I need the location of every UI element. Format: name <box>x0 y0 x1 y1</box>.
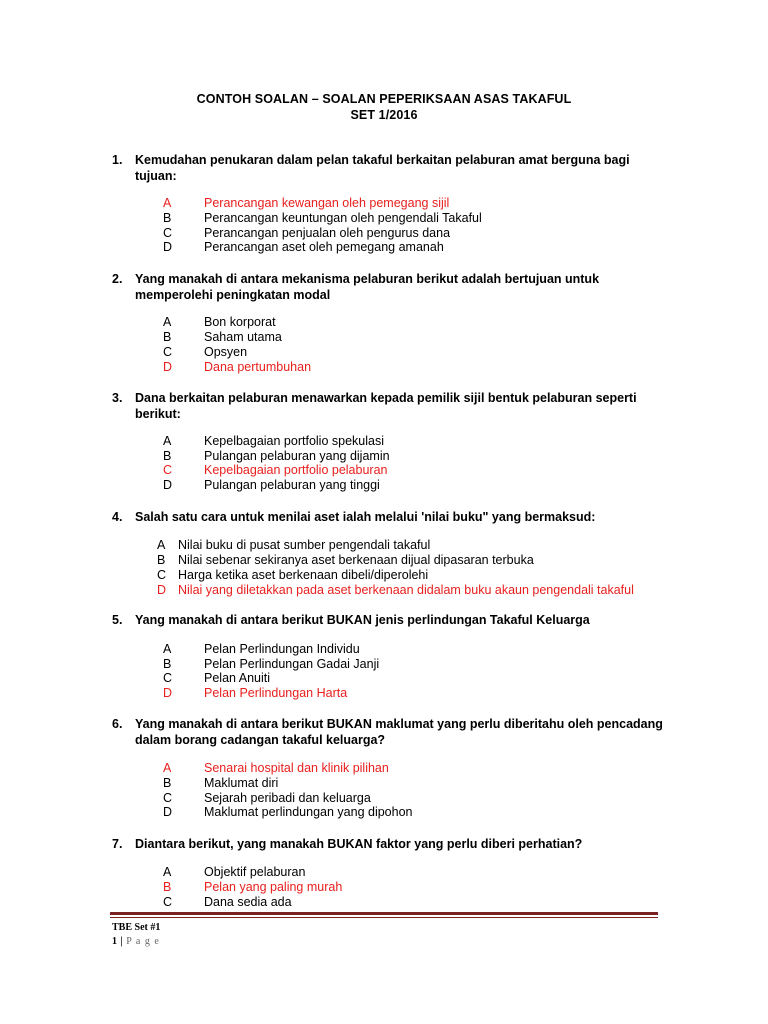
option-text: Pelan yang paling murah <box>204 880 343 894</box>
option-text: Pulangan pelaburan yang tinggi <box>204 478 380 492</box>
option-text: Bon korporat <box>204 315 276 329</box>
option-letter: D <box>157 583 167 597</box>
option-letter: A <box>157 538 166 552</box>
option-4a <box>157 538 430 553</box>
option-text: Maklumat diri <box>204 776 279 790</box>
option-text: Senarai hospital dan klinik pilihan <box>204 761 389 775</box>
option-text: Nilai buku di pusat sumber pengendali takaful <box>178 538 431 552</box>
option-6b <box>163 776 278 791</box>
option-letter: B <box>157 553 166 567</box>
option-letter: A <box>163 761 172 775</box>
footer-rule <box>110 912 658 915</box>
option-7b <box>163 880 342 895</box>
option-1b <box>163 211 482 226</box>
option-7c <box>163 895 292 910</box>
question-number: 1. <box>112 153 123 167</box>
question-text: Dana berkaitan pelaburan menawarkan kepada pemilik sijil bentuk pelaburan seperti berikut: <box>135 391 637 421</box>
option-6d <box>163 805 412 820</box>
option-text: Kepelbagaian portfolio pelaburan <box>204 463 388 477</box>
option-text: Nilai sebenar sekiranya aset berkenaan dijual dipasaran terbuka <box>178 553 534 567</box>
option-6c <box>163 791 371 806</box>
footer-rule-thin <box>110 917 658 918</box>
option-2a <box>163 315 276 330</box>
question-text: Kemudahan penukaran dalam pelan takaful berkaitan pelaburan amat berguna bagi tujuan: <box>135 153 630 183</box>
option-letter: D <box>163 686 173 700</box>
document-subtitle: SET 1/2016 <box>350 108 418 122</box>
option-5d <box>163 686 347 701</box>
question-number: 2. <box>112 272 123 286</box>
option-letter: B <box>163 657 172 671</box>
question-text: Salah satu cara untuk menilai aset ialah melalui 'nilai buku" yang bermaksud: <box>135 510 596 524</box>
question-7 <box>112 836 672 852</box>
question-number: 3. <box>112 391 123 405</box>
option-letter: B <box>163 776 172 790</box>
option-3b <box>163 449 390 464</box>
option-text: Objektif pelaburan <box>204 865 306 879</box>
question-text: Diantara berikut, yang manakah BUKAN faktor yang perlu diberi perhatian? <box>135 837 583 851</box>
question-2 <box>112 271 672 303</box>
option-5b <box>163 657 379 672</box>
footer-page <box>112 936 160 947</box>
question-5 <box>112 612 672 628</box>
option-text: Kepelbagaian portfolio spekulasi <box>204 434 384 448</box>
option-text: Perancangan aset oleh pemegang amanah <box>204 240 444 254</box>
option-text: Pulangan pelaburan yang dijamin <box>204 449 390 463</box>
option-5c <box>163 671 270 686</box>
option-letter: C <box>163 895 173 909</box>
option-letter: C <box>157 568 167 582</box>
option-3c <box>163 463 387 478</box>
question-text: Yang manakah di antara mekanisma pelaburan berikut adalah bertujuan untuk memperolehi peningkatan modal <box>135 272 600 302</box>
question-1 <box>112 152 672 184</box>
question-number: 7. <box>112 837 123 851</box>
option-text: Harga ketika aset berkenaan dibeli/diperolehi <box>178 568 429 582</box>
option-1d <box>163 240 444 255</box>
question-text: Yang manakah di antara berikut BUKAN jenis perlindungan Takaful Keluarga <box>135 613 590 627</box>
option-text: Dana sedia ada <box>204 895 292 909</box>
option-letter: C <box>163 791 173 805</box>
page-number: 1 <box>112 936 117 947</box>
option-letter: C <box>163 345 173 359</box>
option-4b <box>157 553 534 568</box>
option-6a <box>163 761 389 776</box>
option-2b <box>163 330 282 345</box>
option-1a <box>163 196 449 211</box>
question-number: 6. <box>112 717 123 731</box>
option-letter: B <box>163 449 172 463</box>
option-5a <box>163 642 360 657</box>
option-letter: D <box>163 805 173 819</box>
option-text: Sejarah peribadi dan keluarga <box>204 791 371 805</box>
option-text: Pelan Anuiti <box>204 671 271 685</box>
option-text: Maklumat perlindungan yang dipohon <box>204 805 413 819</box>
option-letter: D <box>163 360 173 374</box>
option-letter: B <box>163 211 172 225</box>
option-1c <box>163 226 450 241</box>
question-4 <box>112 509 672 525</box>
page-word: P a g e <box>126 936 160 947</box>
question-6 <box>112 716 672 748</box>
option-letter: A <box>163 434 172 448</box>
option-letter: B <box>163 880 172 894</box>
option-text: Pelan Perlindungan Gadai Janji <box>204 657 380 671</box>
option-letter: B <box>163 330 172 344</box>
option-text: Pelan Perlindungan Individu <box>204 642 360 656</box>
option-letter: C <box>163 671 173 685</box>
option-text: Perancangan kewangan oleh pemegang sijil <box>204 196 450 210</box>
option-text: Perancangan penjualan oleh pengurus dana <box>204 226 451 240</box>
option-text: Saham utama <box>204 330 282 344</box>
option-text: Perancangan keuntungan oleh pengendali Takaful <box>204 211 482 225</box>
option-3d <box>163 478 380 493</box>
option-4d <box>157 583 634 598</box>
option-text: Nilai yang diletakkan pada aset berkenaan didalam buku akaun pengendali takaful <box>178 583 634 597</box>
option-letter: D <box>163 240 173 254</box>
option-3a <box>163 434 384 449</box>
option-letter: A <box>163 196 172 210</box>
option-7a <box>163 865 305 880</box>
option-letter: C <box>163 226 173 240</box>
option-letter: C <box>163 463 173 477</box>
question-text: Yang manakah di antara berikut BUKAN maklumat yang perlu diberitahu oleh pencadang dalam borang cadangan takaful keluarga? <box>135 717 663 747</box>
question-3 <box>112 390 672 422</box>
question-number: 4. <box>112 510 123 524</box>
question-number: 5. <box>112 613 123 627</box>
option-text: Opsyen <box>204 345 248 359</box>
option-text: Pelan Perlindungan Harta <box>204 686 348 700</box>
option-letter: A <box>163 642 172 656</box>
option-2c <box>163 345 247 360</box>
footer-set-label: TBE Set #1 <box>112 922 161 933</box>
document-title: CONTOH SOALAN – SOALAN PEPERIKSAAN ASAS TAKAFUL <box>196 92 572 106</box>
option-letter: A <box>163 315 172 329</box>
option-4c <box>157 568 428 583</box>
option-text: Dana pertumbuhan <box>204 360 312 374</box>
page-separator: | <box>120 936 123 947</box>
option-letter: A <box>163 865 172 879</box>
option-letter: D <box>163 478 173 492</box>
option-2d <box>163 360 311 375</box>
